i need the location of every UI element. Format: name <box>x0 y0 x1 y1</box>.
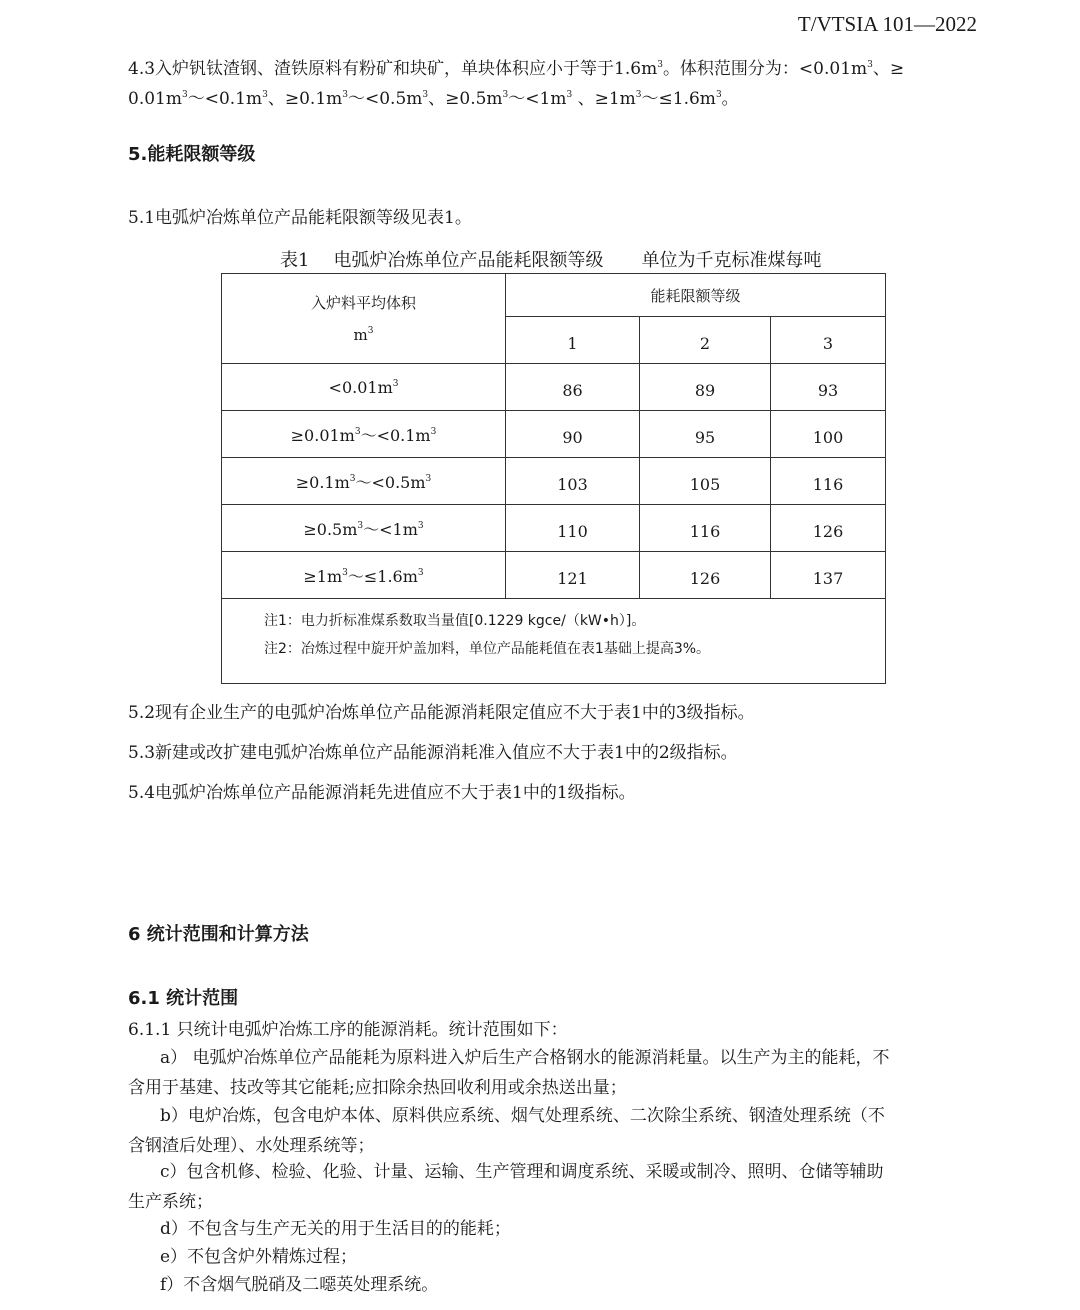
clause-6-1-1: 6.1.1 只统计电弧炉冶炼工序的能源消耗。统计范围如下： <box>128 1020 568 1040</box>
list-item-c-line2: 生产系统； <box>128 1192 213 1212</box>
clause-5-3: 5.3新建或改扩建电弧炉冶炼单位产品能源消耗准入值应不大于表1中的2级指标。 <box>128 743 738 763</box>
table-note-1: 注1：电力折标准煤系数取当量值[0.1229 kgce/（kW•h）]。 <box>264 613 646 629</box>
volume-range-cell: $\ge 1m^3\sim\le 1.6m^3$ <box>222 552 506 599</box>
levels-column-header: 能耗限额等级 <box>506 274 886 317</box>
value-cell: 126 <box>640 552 771 599</box>
table-row <box>222 458 886 505</box>
table-title: 电弧炉冶炼单位产品能耗限额等级 <box>333 250 604 271</box>
list-item-b-line1: b）电炉冶炼，包含电炉本体、原料供应系统、烟气处理系统、二次除尘系统、钢渣处理系统（不 <box>160 1106 885 1126</box>
energy-consumption-table <box>221 273 886 684</box>
value-cell: 95 <box>640 411 771 458</box>
value-cell: 86 <box>506 364 640 411</box>
volume-range-cell: $\ge 0.1m^3\sim<0.5m^3$ <box>222 458 506 505</box>
list-item-d: d）不包含与生产无关的用于生活目的的能耗； <box>160 1219 511 1239</box>
value-cell: 103 <box>506 458 640 505</box>
volume-range-cell: $<0.01m^3$ <box>222 364 506 411</box>
clause-5-2: 5.2现有企业生产的电弧炉冶炼单位产品能源消耗限定值应不大于表1中的3级指标。 <box>128 703 755 723</box>
value-cell: 137 <box>771 552 886 599</box>
list-item-a-line2: 含用于基建、技改等其它能耗;应扣除余热回收利用或余热送出量； <box>128 1078 627 1098</box>
list-item-e: e）不包含炉外精炼过程； <box>160 1247 358 1267</box>
level-header: 2 <box>640 317 771 364</box>
clause-5-1: 5.1电弧炉冶炼单位产品能耗限额等级见表1。 <box>128 208 472 228</box>
list-item-b-line2: 含钢渣后处理）、水处理系统等； <box>128 1136 375 1156</box>
volume-range-cell: $\ge 0.5m^3\sim<1m^3$ <box>222 505 506 552</box>
standard-code: T/VTSIA 101—2022 <box>797 12 977 36</box>
table-row <box>222 411 886 458</box>
value-cell: 116 <box>640 505 771 552</box>
table-row <box>222 364 886 411</box>
value-cell: 121 <box>506 552 640 599</box>
volume-range-cell: $\ge 0.01m^3\sim<0.1m^3$ <box>222 411 506 458</box>
value-cell: 116 <box>771 458 886 505</box>
clause-4-3-line1: 4.3入炉钒钛渣钢、渣铁原料有粉矿和块矿，单块体积应小于等于$1.6m^3$。体积范围分为：$<0.01m^3$、≥ <box>128 59 905 79</box>
level-header: 3 <box>771 317 886 364</box>
value-cell: 100 <box>771 411 886 458</box>
table-row <box>222 552 886 599</box>
value-cell: 126 <box>771 505 886 552</box>
list-item-a-line1: a） 电弧炉冶炼单位产品能耗为原料进入炉后生产合格钢水的能源消耗量。以生产为主的能耗，不 <box>160 1048 890 1068</box>
list-item-f: f）不含烟气脱硝及二噁英处理系统。 <box>160 1275 439 1295</box>
value-cell: 93 <box>771 364 886 411</box>
section-6-heading: 6 统计范围和计算方法 <box>128 924 309 945</box>
list-item-c-line1: c）包含机修、检验、化验、计量、运输、生产管理和调度系统、采暖或制冷、照明、仓储等辅助 <box>160 1162 884 1182</box>
table-row <box>222 505 886 552</box>
table-notes <box>222 599 886 684</box>
clause-4-3-line2: $0.01m^3\sim<0.1m^3$、$\ge 0.1m^3\sim<0.5m^3$、$\ge 0.5m^3\sim<1m^3$ 、$\ge 1m^3\sim\le 1.6m^3$。 <box>128 89 739 109</box>
volume-header-unit: $m^3$ <box>353 325 374 344</box>
section-5-heading: 5.能耗限额等级 <box>128 144 256 165</box>
clause-5-4: 5.4电弧炉冶炼单位产品能源消耗先进值应不大于表1中的1级指标。 <box>128 783 636 803</box>
value-cell: 110 <box>506 505 640 552</box>
volume-header-label: 入炉料平均体积 <box>310 293 416 312</box>
table-caption <box>280 246 821 272</box>
section-6-1-heading: 6.1 统计范围 <box>128 988 239 1009</box>
table-unit: 单位为千克标准煤每吨 <box>641 250 822 271</box>
volume-column-header <box>222 274 506 364</box>
value-cell: 90 <box>506 411 640 458</box>
level-header: 1 <box>506 317 640 364</box>
table-note-2: 注2：冶炼过程中旋开炉盖加料，单位产品能耗值在表1基础上提高3%。 <box>264 641 711 657</box>
value-cell: 105 <box>640 458 771 505</box>
value-cell: 89 <box>640 364 771 411</box>
table-number: 表1 <box>280 250 310 271</box>
